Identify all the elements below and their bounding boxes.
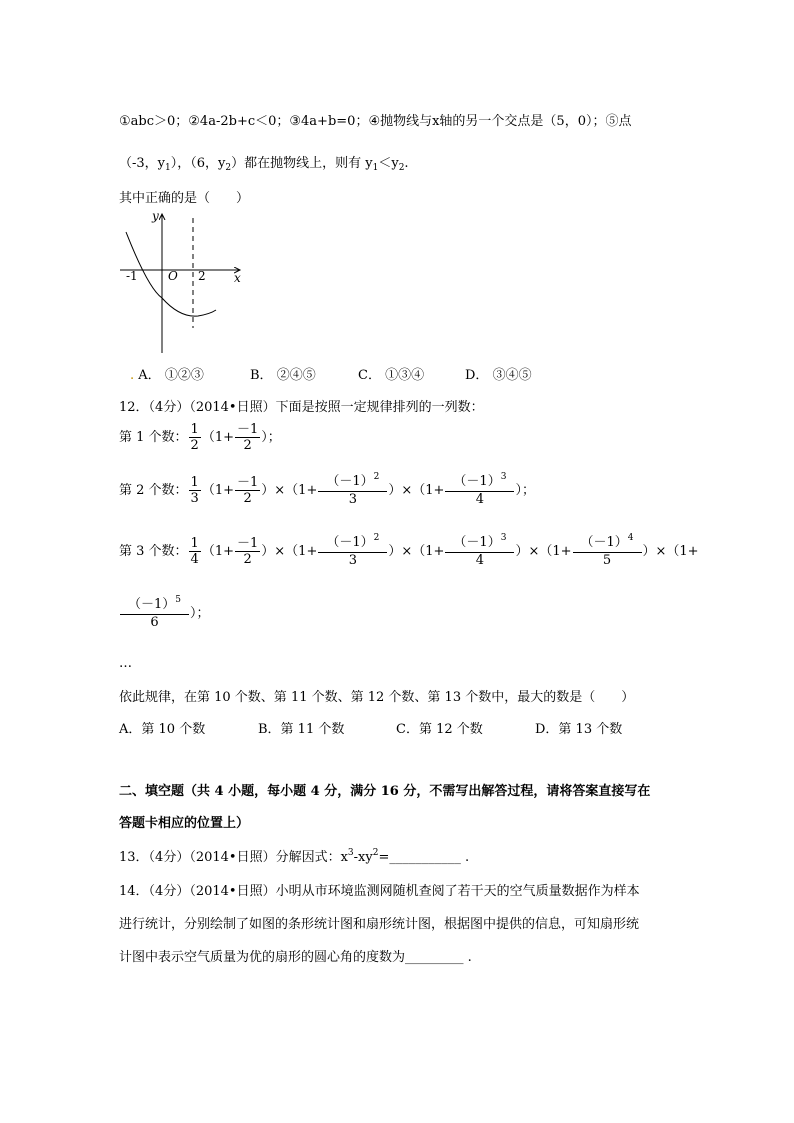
q12-option-c[interactable]: C．第 12 个数 bbox=[396, 722, 483, 737]
conditions-line-2: （-3，$y_1$），（6，$y_2$）都在抛物线上，则有 $y_1<y_2$. bbox=[119, 156, 409, 173]
q11-option-a[interactable]: . A． ①②③ bbox=[130, 368, 204, 383]
parabola-graph bbox=[118, 208, 248, 358]
q13-question: 13．（4分）（2014•日照）分解因式：$x^3-xy^2=\_\_\_\_\_\_\_\_\_\_\_$ . bbox=[119, 848, 470, 865]
q12-number-1: 第 1 个数： $\frac{1}{2}$ （1+ $\frac{-1}{2}$ ）； bbox=[119, 422, 281, 453]
q14-line-3: 计图中表示空气质量为优的扇形的圆心角的度数为_________ . bbox=[119, 950, 472, 965]
conditions-line-1: ①abc＞0；②4a-2b+c＜0；③4a+b=0；④抛物线与x轴的另一个交点是（5，0）；⑤点 bbox=[119, 114, 632, 129]
section-2-heading-line-2: 答题卡相应的位置上） bbox=[119, 816, 250, 831]
q12-option-b[interactable]: B．第 11 个数 bbox=[258, 722, 345, 737]
q12-question: 依此规律，在第 10 个数、第 11 个数、第 12 个数、第 13 个数中，最大的数是（ ） bbox=[119, 690, 635, 705]
x-axis-label: x bbox=[234, 271, 241, 285]
q14-line-2: 进行统计，分别绘制了如图的条形统计图和扇形统计图，根据图中提供的信息，可知扇形统 bbox=[119, 917, 640, 932]
section-2-heading-line-1: 二、填空题（共 4 小题，每小题 4 分，满分 16 分，不需写出解答过程，请将答案直接写在 bbox=[119, 784, 651, 799]
q11-option-c[interactable]: C． ①③④ bbox=[358, 368, 425, 383]
q11-option-d[interactable]: D． ③④⑤ bbox=[465, 368, 532, 383]
q12-option-a[interactable]: A．第 10 个数 bbox=[119, 722, 206, 737]
q12-title: 12．（4分）（2014•日照）下面是按照一定规律排列的一列数： bbox=[119, 400, 484, 415]
neg-one-label: -1 bbox=[126, 269, 138, 283]
q12-option-d[interactable]: D．第 13 个数 bbox=[535, 722, 623, 737]
q12-ellipsis: … bbox=[119, 656, 132, 671]
q12-number-3-cont: $\frac{(-1)^5}{6}$ ）； bbox=[119, 597, 210, 630]
q12-number-2: 第 2 个数： $\frac{1}{3}$ （1+ $\frac{-1}{2}$ ）×（1+ $\frac{(-1)^2}{3}$ ）×（1+ $\frac{(-1)^3}{4}$ ）； bbox=[119, 472, 535, 507]
question-prompt: 其中正确的是（ ） bbox=[119, 191, 250, 206]
q12-number-3: 第 3 个数： $\frac{1}{4}$ （1+ $\frac{-1}{2}$ ）×（1+ $\frac{(-1)^2}{3}$ ）×（1+ $\frac{(-1)^3}{4}$ ）×（1+ $\frac{(-1)^4}{5}$ ）×（1+ bbox=[119, 533, 699, 568]
origin-label: O bbox=[168, 269, 178, 283]
two-label: 2 bbox=[198, 269, 206, 283]
q11-option-b[interactable]: B． ②④⑤ bbox=[250, 368, 316, 383]
y-axis-label: y bbox=[152, 209, 159, 223]
q14-line-1: 14．（4分）（2014•日照）小明从市环境监测网随机查阅了若干天的空气质量数据作为样本 bbox=[119, 884, 640, 899]
